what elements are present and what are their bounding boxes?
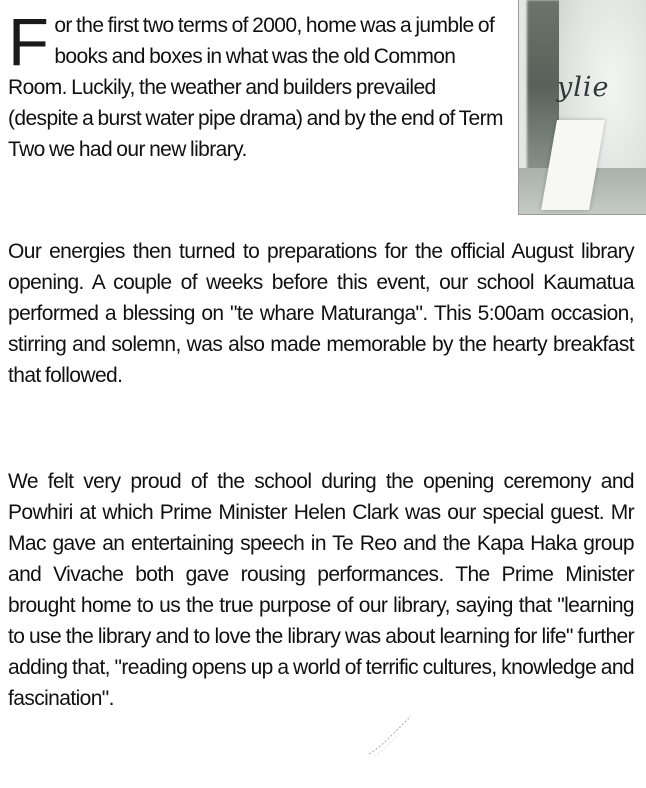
paragraph-blessing: Our energies then turned to preparations for the official August library opening. A couple of weeks before this event, our school Kaumatua performed a blessing on "te whare Maturanga". This 5:00am occasion, stirring and solemn, was also made memorable by the hearty breakfast that followed. — [8, 240, 634, 387]
paragraph-intro-text: or the first two terms of 2000, home was a jumble of books and boxes in what was the old Common Room. Luckily, the weather and builders prevailed (despite a burst water pipe drama) and by the end of Term Two we had our new library. — [8, 14, 503, 161]
drop-cap: F — [8, 5, 49, 80]
photo-signature: ylie — [557, 72, 610, 103]
photo-clipping — [518, 0, 646, 215]
paragraph-intro — [8, 5, 508, 165]
scan-smudge — [365, 712, 415, 760]
paragraph-opening-ceremony: We felt very proud of the school during the opening ceremony and Powhiri at which Prime Minister Helen Clark was our special guest. Mr Mac gave an entertaining speech in Te Reo and the Kapa Haka group and Vivache both gave rousing performances. The Prime Minister brought home to us the true purpose of our library, saying that "learning to use the library and to love the library was about learning for life" further adding that, "reading opens up a world of terrific cultures, knowledge and fascination". — [8, 470, 634, 710]
